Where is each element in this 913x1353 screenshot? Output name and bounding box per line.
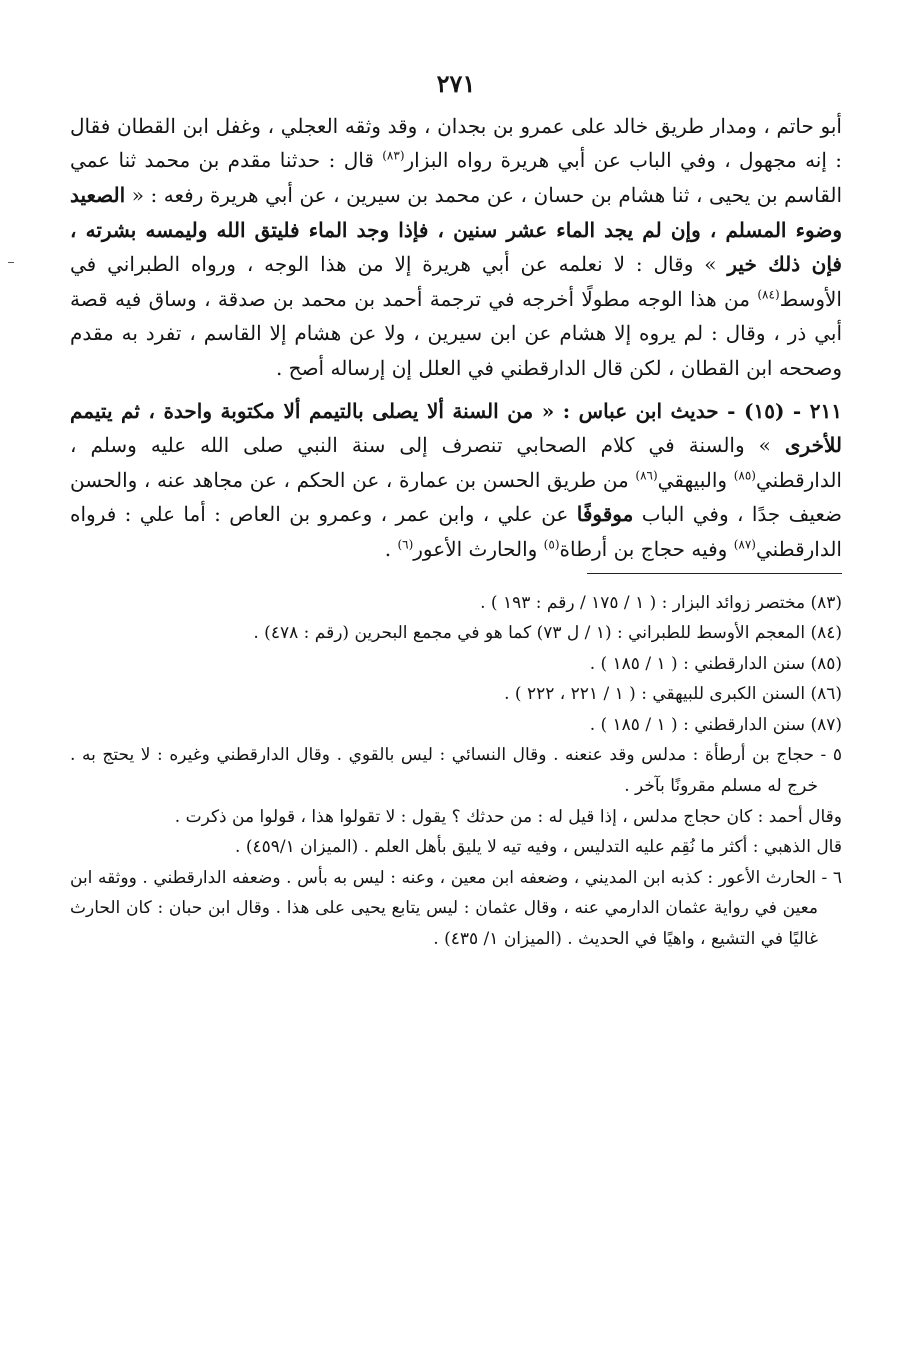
text-run: والبيهقي [657,467,734,492]
footnote-separator [587,573,842,574]
footnote-86: (٨٦) السنن الكبرى للبيهقي : ( ١ / ٢٢١ ، ٢٢٢ ) . [504,684,842,705]
text-run: من هذا الوجه مطولًا أخرجه في ترجمة أحمد بن محمد بن صدقة ، وساق فيه قصة أبي ذر ، وقال : لم يروه إلا هشام عن ابن سيرين ، ولا عن هشام إلا القاسم ، تفرد به مقدم وصححه ابن القطان ، لكن قال الدارقطني في العلل إن إرساله أصح . [70,286,842,380]
footnote-5: ٥ - حجاج بن أرطأة : مدلس وقد عنعنه . وقال النسائي : ليس بالقوي . وقال الدارقطني وغيره : لا يحتج به . خرج له مسلم مقرونًا بآخر . [70,745,842,797]
footnote-83: (٨٣) مختصر زوائد البزار : ( ١ / ١٧٥ / رقم : ١٩٣ ) . [480,592,842,613]
text-run: وفيه حجاج بن أرطاة [559,536,734,561]
text-run: » وقال : لا نعلمه عن أبي هريرة إلا من هذا الوجه ، ورواه الطبراني في الأوسط [70,252,842,311]
footnote-ref-86: (٨٦) [635,468,658,483]
text-run: من طريق الحسن بن عمارة ، عن الحكم ، عن مجاهد عنه ، والحسن ضعيف جدًا ، وفي الباب [70,467,842,527]
bold-word: موقوفًا [576,502,634,527]
main-text [70,109,842,567]
paragraph-1 [70,109,842,386]
footnote-5-dhahabi: قال الذهبي : أكثر ما نُقِم عليه التدليس ، وفيه تيه لا يليق بأهل العلم . (الميزان ٤٥٩/١) . [235,837,842,858]
margin-mark [8,262,14,263]
footnote-ref-5: (٥) [543,537,560,552]
footnotes [70,588,842,955]
text-run: والحارث الأعور [413,536,544,561]
footnote-84: (٨٤) المعجم الأوسط للطبراني : (١ / ل ٧٣) كما هو في مجمع البحرين (رقم : ٤٧٨) . [253,623,842,644]
footnote-87: (٨٧) سنن الدارقطني : ( ١ / ١٨٥ ) . [589,714,842,735]
text-run: عن علي ، وابن عمر ، وعمرو بن العاص : أما علي : فرواه الدارقطني [70,502,842,561]
footnote-5-continued: وقال أحمد : كان حجاج مدلس ، إذا قيل له : من حدثك ؟ يقول : لا تقولوا هذا ، قولوا من ذكرت . [174,806,842,827]
footnote-85: (٨٥) سنن الدارقطني : ( ١ / ١٨٥ ) . [589,653,842,674]
footnote-ref-83: (٨٣) [382,148,405,163]
paragraph-2 [70,394,842,567]
footnote-6: ٦ - الحارث الأعور : كذبه ابن المديني ، وضعفه ابن معين ، وعنه : ليس به بأس . وضعفه الدارقطني . ووثقه ابن معين في رواية عثمان الدارمي عنه ، وقال عثمان : ليس يتابع يحيى على هذا . وقال ابن حبان : كان الحارث غاليًا في التشيع ، واهيًا في الحديث . (الميزان ١/ ٤٣٥) . [70,867,842,950]
page [70,70,842,955]
text-run: . [384,536,398,561]
text-run: أبو حاتم ، ومدار طريق خالد على عمرو بن بجدان ، وقد وثقه العجلي ، وغفل ابن القطان فقال : إنه مجهول ، وفي الباب عن أبي هريرة رواه البزار [70,113,843,173]
text-run: قال : حدثنا مقدم بن محمد ثنا عمي القاسم بن يحيى ، ثنا هشام بن حسان ، عن محمد بن سيرين ، عن أبي هريرة رفعه : « [70,148,842,207]
hadith-number: ٢١١ - (١٥) - حديث ابن عباس : « [533,398,843,423]
footnote-ref-85: (٨٥) [733,468,756,483]
footnote-ref-6: (٦) [397,537,414,552]
footnote-ref-84: (٨٤) [757,287,780,302]
hadith-quote: الصعيد وضوء المسلم ، وإن لم يجد الماء عشر سنين ، فإذا وجد الماء فليتق الله وليمسه بشرته ، فإن ذلك خير [70,182,842,277]
text-run: » والسنة في كلام الصحابي تنصرف إلى سنة النبي صلى الله عليه وسلم ، الدارقطني [70,433,842,492]
footnote-ref-87: (٨٧) [733,537,756,552]
page-number: ٢٧١ [436,69,476,98]
hadith-quote: من السنة ألا يصلى بالتيمم ألا مكتوبة واحدة ، ثم يتيمم للأخرى [70,398,842,458]
